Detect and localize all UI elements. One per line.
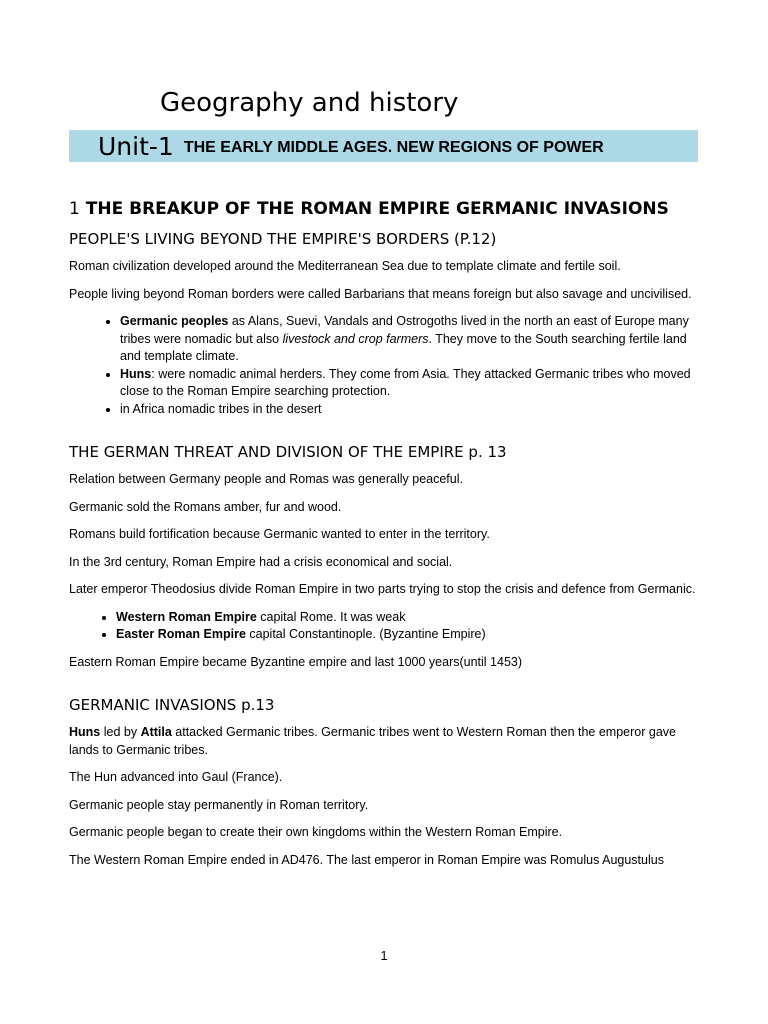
list-text: capital Rome. It was weak xyxy=(256,609,406,624)
list-text: as Alans, Suevi, Vandals and Ostrogoths lived in the north an east of Europe many tribes were nomadic but also xyxy=(120,314,689,346)
subheading-peoples-beyond-borders: PEOPLE'S LIVING BEYOND THE EMPIRE'S BORDERS (P.12) xyxy=(69,230,497,248)
bold-term: Western Roman Empire xyxy=(116,609,257,624)
bold-term: Huns xyxy=(69,725,101,739)
paragraph-text: attacked Germanic tribes. Germanic tribes went to Western Roman then the emperor gave lands to Germanic tribes. xyxy=(69,725,676,757)
paragraph: Relation between Germany people and Romas was generally peaceful. xyxy=(69,472,463,486)
list-item-western-empire xyxy=(116,609,709,627)
list-item-germanic-peoples xyxy=(120,313,709,366)
bold-term: Easter Roman Empire xyxy=(116,627,246,641)
section-heading-breakup xyxy=(69,196,709,222)
list-text: : were nomadic animal herders. They come from Asia. They attacked Germanic tribes who moved close to the Roman Empire searching protection. xyxy=(120,366,691,398)
section-number: 1 xyxy=(69,199,80,219)
list-text: capital Constantinople. (Byzantine Empire) xyxy=(245,627,486,641)
page-number: 1 xyxy=(380,948,388,963)
subheading-germanic-invasions: GERMANIC INVASIONS p.13 xyxy=(69,696,275,714)
subheading-german-threat: THE GERMAN THREAT AND DIVISION OF THE EMPIRE p. 13 xyxy=(69,443,507,461)
paragraph xyxy=(69,724,709,759)
paragraph: In the 3rd century, Roman Empire had a crisis economical and social. xyxy=(69,554,453,569)
paragraph: Germanic people stay permanently in Roman territory. xyxy=(69,797,369,812)
bold-term: Attila xyxy=(140,725,172,739)
list-item-huns xyxy=(120,366,709,401)
list-item-africa xyxy=(120,401,709,419)
bold-term: Huns xyxy=(120,366,152,381)
list-text: in Africa nomadic tribes in the desert xyxy=(120,401,322,416)
bullet-list-empires xyxy=(69,609,709,644)
paragraph: Romans build fortification because Germanic wanted to enter in the territory. xyxy=(69,527,490,541)
paragraph-text: led by xyxy=(100,725,141,739)
unit-subtitle: THE EARLY MIDDLE AGES. NEW REGIONS OF POWER xyxy=(183,139,604,156)
list-text: . They move to the South searching fertile land and template climate. xyxy=(120,331,687,363)
section-title: THE BREAKUP OF THE ROMAN EMPIRE GERMANIC INVASIONS xyxy=(85,199,669,219)
italic-term: livestock and crop farmers xyxy=(282,331,429,346)
paragraph: The Hun advanced into Gaul (France). xyxy=(69,770,283,784)
paragraph: Eastern Roman Empire became Byzantine empire and last 1000 years(until 1453) xyxy=(69,654,523,669)
bold-term: Germanic peoples xyxy=(120,314,229,328)
paragraph: People living beyond Roman borders were called Barbarians that means foreign but also savage and uncivilised. xyxy=(69,286,692,301)
document-body xyxy=(69,196,709,879)
paragraph: The Western Roman Empire ended in AD476. The last emperor in Roman Empire was Romulus Augustulus xyxy=(69,852,664,867)
paragraph: Later emperor Theodosius divide Roman Empire in two parts trying to stop the crisis and defence from Germanic. xyxy=(69,582,696,596)
paragraph: Germanic people began to create their own kingdoms within the Western Roman Empire. xyxy=(69,825,563,839)
bullet-list-peoples xyxy=(69,313,709,418)
unit-banner xyxy=(69,130,698,162)
paragraph: Roman civilization developed around the Mediterranean Sea due to template climate and fertile soil. xyxy=(69,259,621,273)
document-title: Geography and history xyxy=(160,88,459,118)
paragraph: Germanic sold the Romans amber, fur and wood. xyxy=(69,499,342,514)
list-item-eastern-empire xyxy=(116,626,709,644)
unit-label: Unit-1 xyxy=(98,131,174,161)
